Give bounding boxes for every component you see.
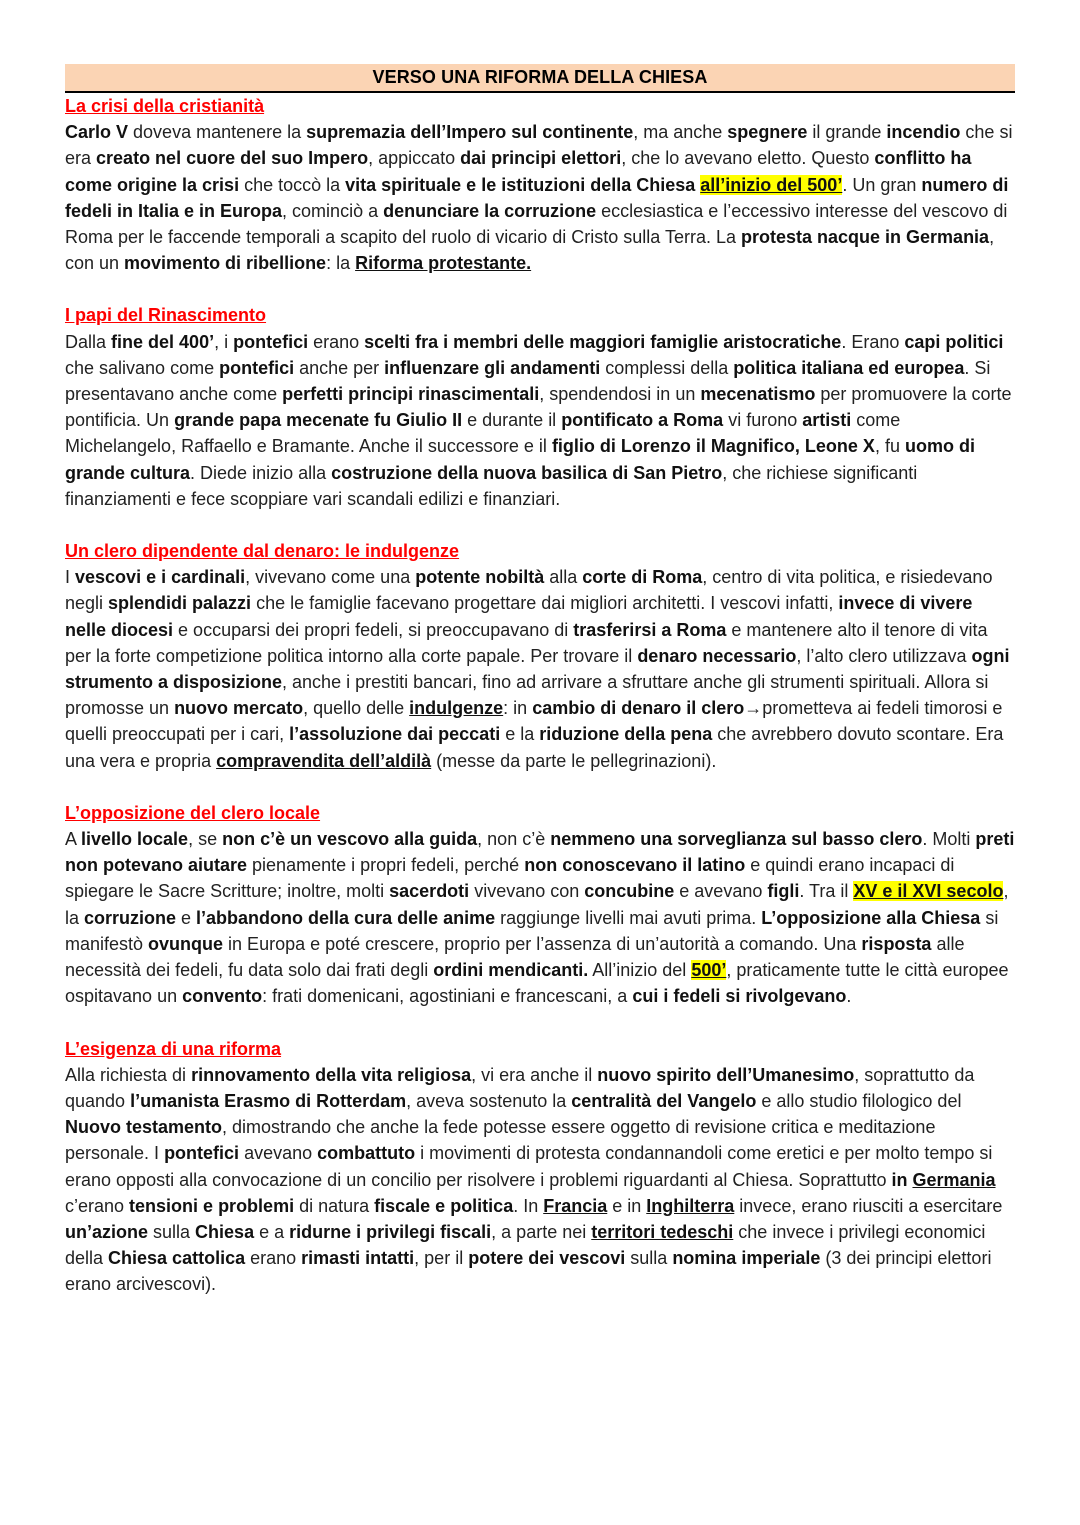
text-run: che avrebbero dovuto scontare. Era una vera e propria: [65, 724, 1004, 771]
highlighted-text: all’inizio del 500’: [700, 174, 843, 195]
bold-text: Chiesa: [195, 1221, 255, 1242]
bold-text: perfetti principi rinascimentali: [282, 384, 540, 405]
bold-text: cui i fedeli si rivolgevano: [632, 986, 847, 1007]
text-run: , centro di vita politica, e risiedevano negli: [65, 567, 993, 614]
text-run: che le famiglie facevano progettare dai migliori architetti. I vescovi infatti,: [251, 593, 839, 614]
section-heading: La crisi della cristianità: [65, 96, 265, 116]
text-run: doveva mantenere la: [128, 122, 307, 143]
section-paragraph: [65, 826, 1015, 1009]
text-run: . Erano: [841, 331, 905, 352]
text-run: I: [65, 567, 76, 588]
bold-text: grande papa mecenate fu Giulio II: [174, 410, 463, 431]
text-run: , praticamente tutte le città europee ospitavano un: [65, 960, 1009, 1007]
text-run: (messe da parte le pellegrinazioni).: [431, 750, 717, 771]
bold-text: trasferirsi a Roma: [573, 619, 727, 640]
bold-text: costruzione della nuova basilica di San Pietro: [331, 462, 723, 483]
text-run: .: [846, 986, 852, 1007]
section-heading: I papi del Rinascimento: [65, 305, 267, 326]
bold-text: supremazia dell’Impero sul continente: [306, 122, 634, 143]
section-heading: Un clero dipendente dal denaro: le indulgenze: [65, 541, 460, 562]
document-page: [65, 64, 1015, 1298]
text-run: e a: [254, 1221, 290, 1242]
bold-text: influenzare gli andamenti: [384, 357, 601, 378]
bold-text: mecenatismo: [700, 384, 816, 405]
bold-text: cambio di denaro il clero: [532, 698, 745, 719]
text-run: alle necessità dei fedeli, fu data solo dai frati degli: [65, 933, 965, 981]
sections-container: [65, 93, 1015, 1298]
bold-text: l’assoluzione dai peccati: [289, 724, 501, 745]
bold-text: pontificato a Roma: [561, 410, 724, 431]
text-run: , per il: [414, 1248, 469, 1269]
bold-text: fiscale e politica: [374, 1195, 514, 1216]
bold-text: Carlo V: [65, 122, 129, 143]
text-run: e in: [607, 1195, 647, 1216]
text-run: , non c’è: [477, 829, 551, 850]
highlighted-text: XV e il XVI secolo: [853, 881, 1004, 902]
text-run: Dalla: [65, 331, 112, 352]
text-run: complessi della: [600, 357, 734, 378]
text-run: sulla: [625, 1248, 673, 1269]
document-title: VERSO UNA RIFORMA DELLA CHIESA: [65, 64, 1015, 93]
text-run: come Michelangelo, Raffaello e Bramante. Anche il successore e il: [65, 410, 901, 457]
text-run: vivevano con: [469, 881, 585, 902]
text-run: All’inizio del: [588, 960, 692, 981]
bold-text: movimento di ribellione: [124, 253, 327, 274]
bold-text: non conoscevano il latino: [524, 855, 746, 876]
bold-text: l’umanista Erasmo di Rotterdam: [130, 1090, 407, 1111]
bold-text: Francia: [543, 1195, 608, 1216]
bold-text: combattuto: [317, 1143, 416, 1164]
text-run: i movimenti di protesta condannandoli come eretici e per molto tempo si erano opposti alla convocazione di un concilio per risolvere i problemi riguardanti al Chiesa. Soprattutto: [65, 1143, 993, 1190]
text-run: , cominciò a: [282, 200, 384, 221]
bold-text: pontefici: [233, 331, 309, 352]
bold-text: capi politici: [904, 331, 1004, 352]
text-run: alla: [544, 567, 583, 588]
text-run: che invece i privilegi economici della: [65, 1221, 986, 1269]
bold-text: corruzione: [84, 907, 177, 928]
bold-text: Chiesa cattolica: [108, 1248, 246, 1269]
bold-text: vita spirituale e le istituzioni della Chiesa: [345, 174, 696, 195]
bold-text: livello locale: [81, 829, 189, 850]
text-run: e quindi erano incapaci di spiegare le Sacre Scritture; inoltre, molti: [65, 855, 955, 902]
text-run: . Molti: [922, 829, 976, 850]
bold-text: preti non potevano aiutare: [65, 829, 1015, 876]
bold-text: denunciare la corruzione: [383, 200, 597, 221]
text-run: (3 dei principi elettori erano arcivescovi).: [65, 1248, 992, 1295]
bold-text: Nuovo testamento: [65, 1117, 223, 1138]
bold-text: numero di fedeli in Italia e in Europa: [65, 174, 1009, 221]
text-run: , quello delle: [303, 698, 410, 719]
text-run: in Europa e poté crescere, proprio per l’assenza di un’autorità a comando. Una: [223, 933, 862, 954]
text-run: , soprattutto da quando: [65, 1064, 975, 1111]
bold-text: rimasti intatti: [301, 1248, 415, 1269]
highlighted-text: 500’: [691, 960, 727, 981]
section-paragraph: [65, 1062, 1015, 1298]
bold-text: nemmeno una sorveglianza sul basso clero: [550, 829, 923, 850]
bold-text: Riforma protestante.: [355, 253, 532, 274]
bold-text: tensioni e problemi: [129, 1195, 295, 1216]
bold-text: L’opposizione alla Chiesa: [761, 907, 981, 928]
text-run: , che lo avevano eletto. Questo: [621, 148, 875, 169]
text-run: che toccò la: [239, 174, 346, 195]
text-run: e mantenere alto il tenore di vita per la forte competizione politica intorno alla corte papale. Per trovare il: [65, 619, 988, 666]
text-run: . Si presentavano anche come: [65, 357, 991, 405]
bold-text: denaro necessario: [637, 645, 797, 666]
text-run: , aveva sostenuto la: [406, 1090, 572, 1111]
bold-text: artisti: [802, 410, 852, 431]
text-run: , che richiese significanti finanziamenti e fece scoppiare vari scandali edilizi e finanziari.: [65, 462, 918, 509]
text-run: erano: [308, 331, 365, 352]
text-run: e la: [500, 724, 540, 745]
section-paragraph: [65, 329, 1015, 512]
text-run: : frati domenicani, agostiniani e francescani, a: [262, 986, 633, 1007]
bold-text: sacerdoti: [389, 881, 470, 902]
section: [65, 1036, 1015, 1298]
bold-text: ovunque: [148, 933, 224, 954]
text-run: che si era: [65, 122, 1013, 169]
text-run: , vivevano come una: [245, 567, 416, 588]
bold-text: non c’è un vescovo alla guida: [222, 829, 478, 850]
bold-text: indulgenze: [409, 698, 504, 719]
bold-text: invece di vivere nelle diocesi: [65, 593, 973, 640]
text-run: e avevano: [674, 881, 768, 902]
bold-text: territori tedeschi: [591, 1221, 734, 1242]
text-run: si manifestò: [65, 907, 999, 954]
text-run: , vi era anche il: [471, 1064, 598, 1085]
text-run: vi furono: [723, 410, 803, 431]
bold-text: centralità del Vangelo: [571, 1090, 757, 1111]
text-run: , dimostrando che anche la fede potesse essere oggetto di revisione critica e meditazione personale. I: [65, 1117, 936, 1164]
text-run: . Diede inizio alla: [190, 462, 332, 483]
text-run: : in: [503, 698, 533, 719]
text-run: , se: [188, 829, 223, 850]
text-run: ecclesiastica e l’eccessivo interesse del vescovo di Roma per le faccende temporali a scapito del ruolo di vicario di Cristo sulla Terra. La: [65, 200, 1008, 248]
text-run: anche per: [294, 357, 385, 378]
bold-text: nuovo mercato: [174, 698, 304, 719]
bold-text: concubine: [584, 881, 675, 902]
text-run: e occuparsi dei propri fedeli, si preoccupavano di: [173, 619, 574, 640]
bold-text: potere dei vescovi: [468, 1248, 626, 1269]
text-run: raggiunge livelli mai avuti prima.: [495, 907, 762, 928]
bold-text: pontefici: [219, 357, 295, 378]
bold-text: politica italiana ed europea: [733, 357, 965, 378]
text-run: c’erano: [65, 1195, 130, 1216]
bold-text: splendidi palazzi: [108, 593, 252, 614]
bold-text: nuovo spirito dell’Umanesimo: [597, 1064, 855, 1085]
text-run: , con un: [65, 227, 995, 274]
bold-text: fine del 400’: [111, 331, 215, 352]
section-heading: L’esigenza di una riforma: [65, 1038, 282, 1059]
text-run: Alla richiesta di: [65, 1064, 192, 1085]
text-run: e durante il: [462, 410, 562, 431]
section-paragraph: [65, 564, 1015, 774]
bold-text: scelti fra i membri delle maggiori famiglie aristocratiche: [364, 331, 842, 352]
bold-text: incendio: [886, 122, 961, 143]
text-run: , la: [65, 881, 1009, 928]
text-run: e allo studio filologico del: [756, 1090, 962, 1111]
text-run: →prometteva ai fedeli timorosi e quelli preoccupati per i cari,: [65, 698, 1003, 745]
text-run: , anche i prestiti bancari, fino ad arrivare a sfruttare anche gli strumenti spirituali. Allora si promosse un: [65, 672, 989, 719]
bold-text: vescovi e i cardinali: [75, 567, 246, 588]
text-run: . In: [513, 1195, 544, 1216]
bold-text: potente nobiltà: [415, 567, 545, 588]
bold-text: pontefici: [164, 1143, 240, 1164]
bold-text: un’azione: [65, 1221, 149, 1242]
text-run: per promuovere la corte pontificia. Un: [65, 384, 1012, 431]
bold-text: compravendita dell’aldilà: [216, 750, 432, 771]
text-run: invece, erano riusciti a esercitare: [734, 1195, 1003, 1216]
bold-text: corte di Roma: [582, 567, 703, 588]
bold-text: Germania: [912, 1169, 996, 1190]
bold-text: ordini mendicanti.: [433, 960, 589, 981]
text-run: A: [65, 829, 82, 850]
section: [65, 93, 1015, 276]
section: [65, 302, 1015, 512]
bold-text: uomo di grande cultura: [65, 436, 975, 483]
section: [65, 538, 1015, 774]
bold-text: l’abbandono della cura delle anime: [196, 907, 496, 928]
bold-text: ogni strumento a disposizione: [65, 645, 1010, 693]
text-run: , spendendosi in un: [539, 384, 701, 405]
bold-text: figlio di Lorenzo il Magnifico, Leone X: [551, 436, 875, 457]
bold-text: riduzione della pena: [539, 724, 713, 745]
section-paragraph: [65, 119, 1015, 276]
text-run: il grande: [807, 122, 887, 143]
text-run: erano: [245, 1248, 302, 1269]
bold-text: spegnere: [727, 122, 808, 143]
bold-text: Inghilterra: [646, 1195, 735, 1216]
text-run: , fu: [874, 436, 905, 457]
section: [65, 800, 1015, 1010]
text-run: , l’alto clero utilizzava: [796, 645, 972, 666]
bold-text: figli: [767, 881, 800, 902]
bold-text: risposta: [861, 933, 932, 954]
text-run: che salivano come: [65, 357, 220, 378]
text-run: , ma anche: [633, 122, 728, 143]
bold-text: dai principi elettori: [460, 148, 622, 169]
bold-text: creato nel cuore del suo Impero: [96, 148, 369, 169]
text-run: avevano: [239, 1143, 318, 1164]
text-run: , i: [214, 331, 234, 352]
bold-text: in: [891, 1169, 913, 1190]
text-run: . Un gran: [842, 174, 922, 195]
section-heading: L’opposizione del clero locale: [65, 802, 321, 823]
text-run: , a parte nei: [491, 1221, 592, 1242]
text-run: . Tra il: [799, 881, 854, 902]
bold-text: conflitto ha come origine la crisi: [65, 148, 972, 195]
text-run: : la: [326, 253, 356, 274]
text-run: pienamente i propri fedeli, perché: [247, 855, 525, 876]
text-run: , appiccato: [368, 148, 461, 169]
bold-text: ridurne i privilegi fiscali: [289, 1221, 492, 1242]
text-run: di natura: [294, 1195, 375, 1216]
bold-text: nomina imperiale: [672, 1248, 821, 1269]
text-run: e: [176, 907, 197, 928]
text-run: sulla: [148, 1221, 196, 1242]
bold-text: convento: [182, 986, 263, 1007]
bold-text: rinnovamento della vita religiosa: [191, 1064, 472, 1085]
bold-text: protesta nacque in Germania: [741, 227, 990, 248]
